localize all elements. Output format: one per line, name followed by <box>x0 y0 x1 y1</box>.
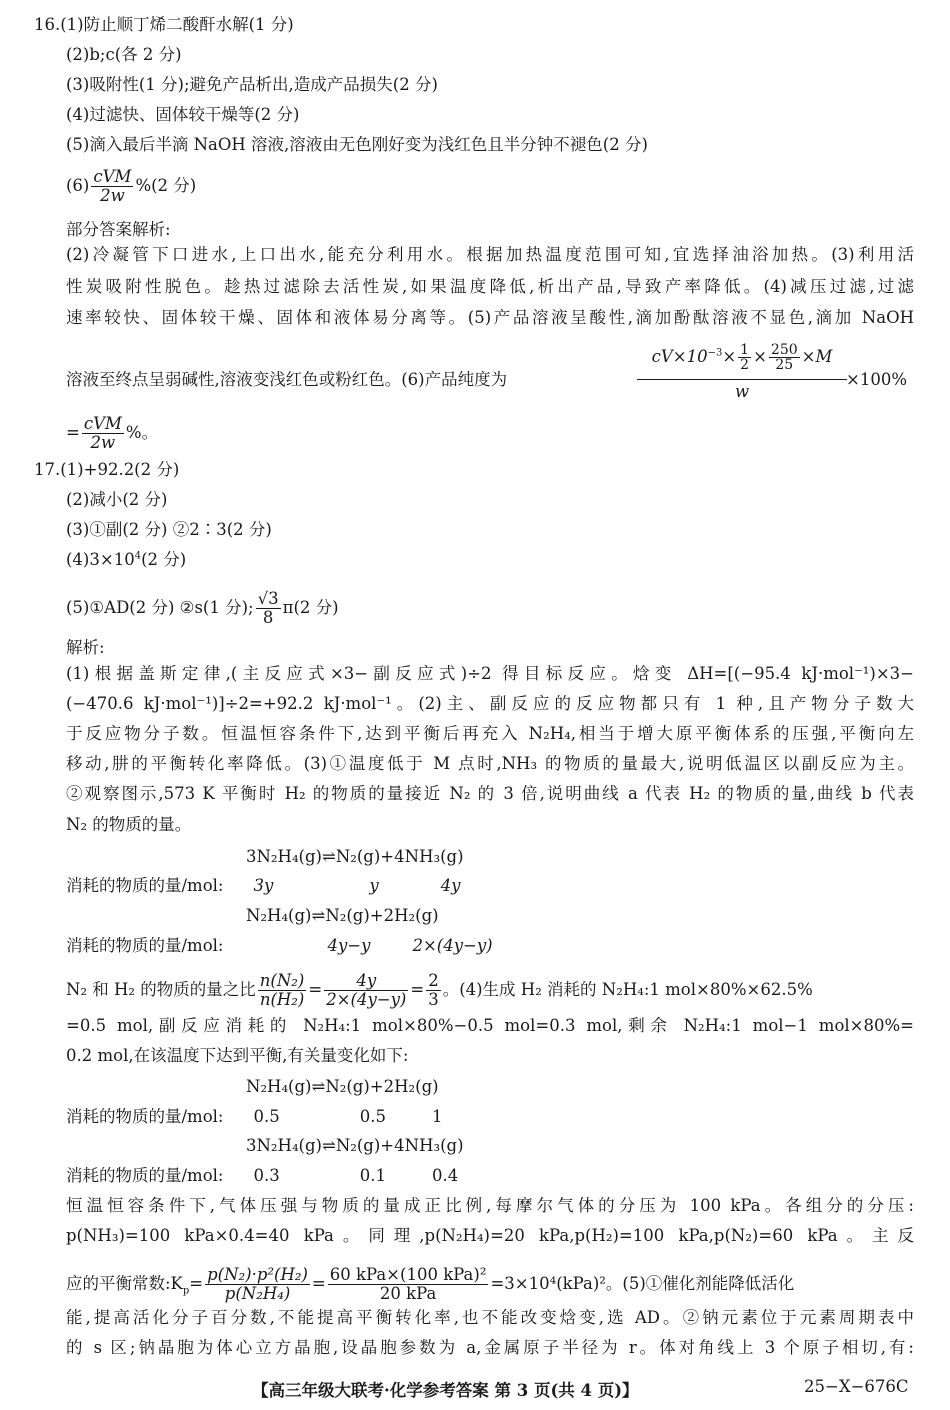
q16-analysis-title: 部分答案解析: <box>66 220 171 239</box>
consumption-row-1: 消耗的物质的量/mol: 3y y 4y <box>66 876 461 895</box>
q16-line-4: (4)过滤快、固体较干燥等(2 分) <box>66 105 300 124</box>
reaction-equation-2: N₂H₄(g)⇌N₂(g)+2H₂(g) <box>246 906 439 925</box>
consumption-row-3: 消耗的物质的量/mol: 0.5 0.5 1 <box>66 1107 443 1126</box>
q17-analysis-line-7: =0.5 mol,副反应消耗的 N₂H₄:1 mol×80%−0.5 mol=0.3 mol,剩余 N₂H₄:1 mol−1 mol×80%= <box>66 1016 914 1035</box>
purity-formula-numerator: $cV\times 10^{-3}\times$ $\frac{1}{2}$ × $\frac{250}{25}$ ×M <box>651 342 833 373</box>
purity-formula-tail: ×100% <box>846 370 907 389</box>
q16-line-2: (2)b;c(各 2 分) <box>66 45 182 64</box>
q17-analysis-line-6: N₂ 的物质的量。 <box>66 815 192 834</box>
q17-analysis-line-12: 的 s 区;钠晶胞为体心立方晶胞,设晶胞参数为 a,金属原子半径为 r。体对角线上 3 个原子相切,有: <box>66 1338 914 1357</box>
q16-line-6: (6) $\frac{\text{cVM}}{2w}$ %(2 分) <box>66 167 197 205</box>
q17-analysis-line-2: (−470.6 kJ·mol⁻¹)]÷2=+92.2 kJ·mol⁻¹。(2)主、副反应的反应物都只有 1 种,且产物分子数大 <box>66 694 914 713</box>
q16-analysis-line-2: 性炭吸附性脱色。趁热过滤除去活性炭,如果温度降低,析出产品,导致产率降低。(4)减压过滤,过滤 <box>66 277 914 296</box>
q16-analysis-line-1: (2)冷凝管下口进水,上口出水,能充分利用水。根据加热温度范围可知,宜选择油浴加热。(3)利用活 <box>66 245 914 264</box>
consumption-row-4: 消耗的物质的量/mol: 0.3 0.1 0.4 <box>66 1166 459 1185</box>
q16-analysis-line-4: 溶液至终点呈弱碱性,溶液变浅红色或粉红色。(6)产品纯度为 <box>66 370 508 389</box>
kp-line: 应的平衡常数$:K_p=$ $\frac{\text{p(N₂)·p²(H₂)}}{\text{p(N₂H₄)}}$ = $\frac{\text{60 kPa×(100 kPa)²}}{\text{20 kPa}}$ =3×10⁴(kPa)²。(5)①催化剂能降低活化 <box>66 1265 795 1303</box>
footer-title: 【高三年级大联考·化学参考答案 第 3 页(共 4 页)】 <box>252 1381 639 1400</box>
footer-code: 25−X−676C <box>804 1377 909 1396</box>
q16-analysis-line-3: 速率较快、固体较干燥、固体和液体易分离等。(5)产品溶液呈酸性,滴加酚酞溶液不显色,滴加 NaOH <box>66 308 914 327</box>
q17-analysis-line-4: 移动,肼的平衡转化率降低。(3)①温度低于 M 点时,NH₃ 的物质的量最大,说明低温区以副反应为主。 <box>66 754 914 773</box>
reaction-equation-1: 3N₂H₄(g)⇌N₂(g)+4NH₃(g) <box>246 847 464 866</box>
q17-line-2: (2)减小(2 分) <box>66 490 168 509</box>
q16-line-3: (3)吸附性(1 分);避免产品析出,造成产品损失(2 分) <box>66 75 438 94</box>
q17-analysis-line-10: p(NH₃)=100 kPa×0.4=40 kPa。同理,p(N₂H₄)=20 kPa,p(H₂)=100 kPa,p(N₂)=60 kPa。主反 <box>66 1226 914 1245</box>
q17-line-1: 17.(1)+92.2(2 分) <box>34 460 180 479</box>
q16-result-line: = $\frac{\text{cVM}}{2w}$ %。 <box>66 414 159 452</box>
q17-line-4: $(4)3\times 10^4(2$ 分) <box>66 550 187 569</box>
q17-line-5: (5)①AD(2 分) ②s(1 分); $\frac{√3}{8}$ π(2 分) <box>66 589 339 627</box>
q17-analysis-line-9: 恒温恒容条件下,气体压强与物质的量成正比例,每摩尔气体的分压为 100 kPa。各组分的分压: <box>66 1196 914 1215</box>
reaction-equation-4: 3N₂H₄(g)⇌N₂(g)+4NH₃(g) <box>246 1136 464 1155</box>
consumption-row-2: 消耗的物质的量/mol: 4y−y 2×(4y−y) <box>66 936 493 955</box>
q17-analysis-line-5: ②观察图示,573 K 平衡时 H₂ 的物质的量接近 N₂ 的 3 倍,说明曲线 a 代表 H₂ 的物质的量,曲线 b 代表 <box>66 784 914 803</box>
q17-analysis-line-3: 于反应物分子数。恒温恒容条件下,达到平衡后再充入 N₂H₄,相当于增大原平衡体系的压强,平衡向左 <box>66 724 914 743</box>
q17-analysis-title: 解析: <box>66 638 105 657</box>
ratio-line: N₂ 和 H₂ 的物质的量之比 $\frac{\text{n(N₂)}}{\text{n(H₂)}}$ = $\frac{4y}{2\times(4y-y)}$ = $\frac{2}{3}$ 。(4)生成 H₂ 消耗的 N₂H₄:1 mol×80%×62.5% <box>66 971 813 1009</box>
q17-line-3: (3)①副(2 分) ②2∶3(2 分) <box>66 520 272 539</box>
q17-analysis-line-8: 0.2 mol,在该温度下达到平衡,有关量变化如下: <box>66 1046 409 1065</box>
q16-fraction: $\frac{\text{cVM}}{2w}$ <box>93 167 132 205</box>
q16-line-5: (5)滴入最后半滴 NaOH 溶液,溶液由无色刚好变为浅红色且半分钟不褪色(2 分) <box>66 135 648 154</box>
reaction-equation-3: N₂H₄(g)⇌N₂(g)+2H₂(g) <box>246 1077 439 1096</box>
q16-line-1: 16.(1)防止顺丁烯二酸酐水解(1 分) <box>34 15 294 34</box>
q17-analysis-line-1: (1)根据盖斯定律,(主反应式×3−副反应式)÷2 得目标反应。焓变 ΔH=[(−95.4 kJ·mol⁻¹)×3− <box>66 664 914 683</box>
purity-formula-denominator: w <box>734 382 750 401</box>
q17-analysis-line-11: 能,提高活化分子百分数,不能提高平衡转化率,也不能改变焓变,选 AD。②钠元素位于元素周期表中 <box>66 1308 914 1327</box>
